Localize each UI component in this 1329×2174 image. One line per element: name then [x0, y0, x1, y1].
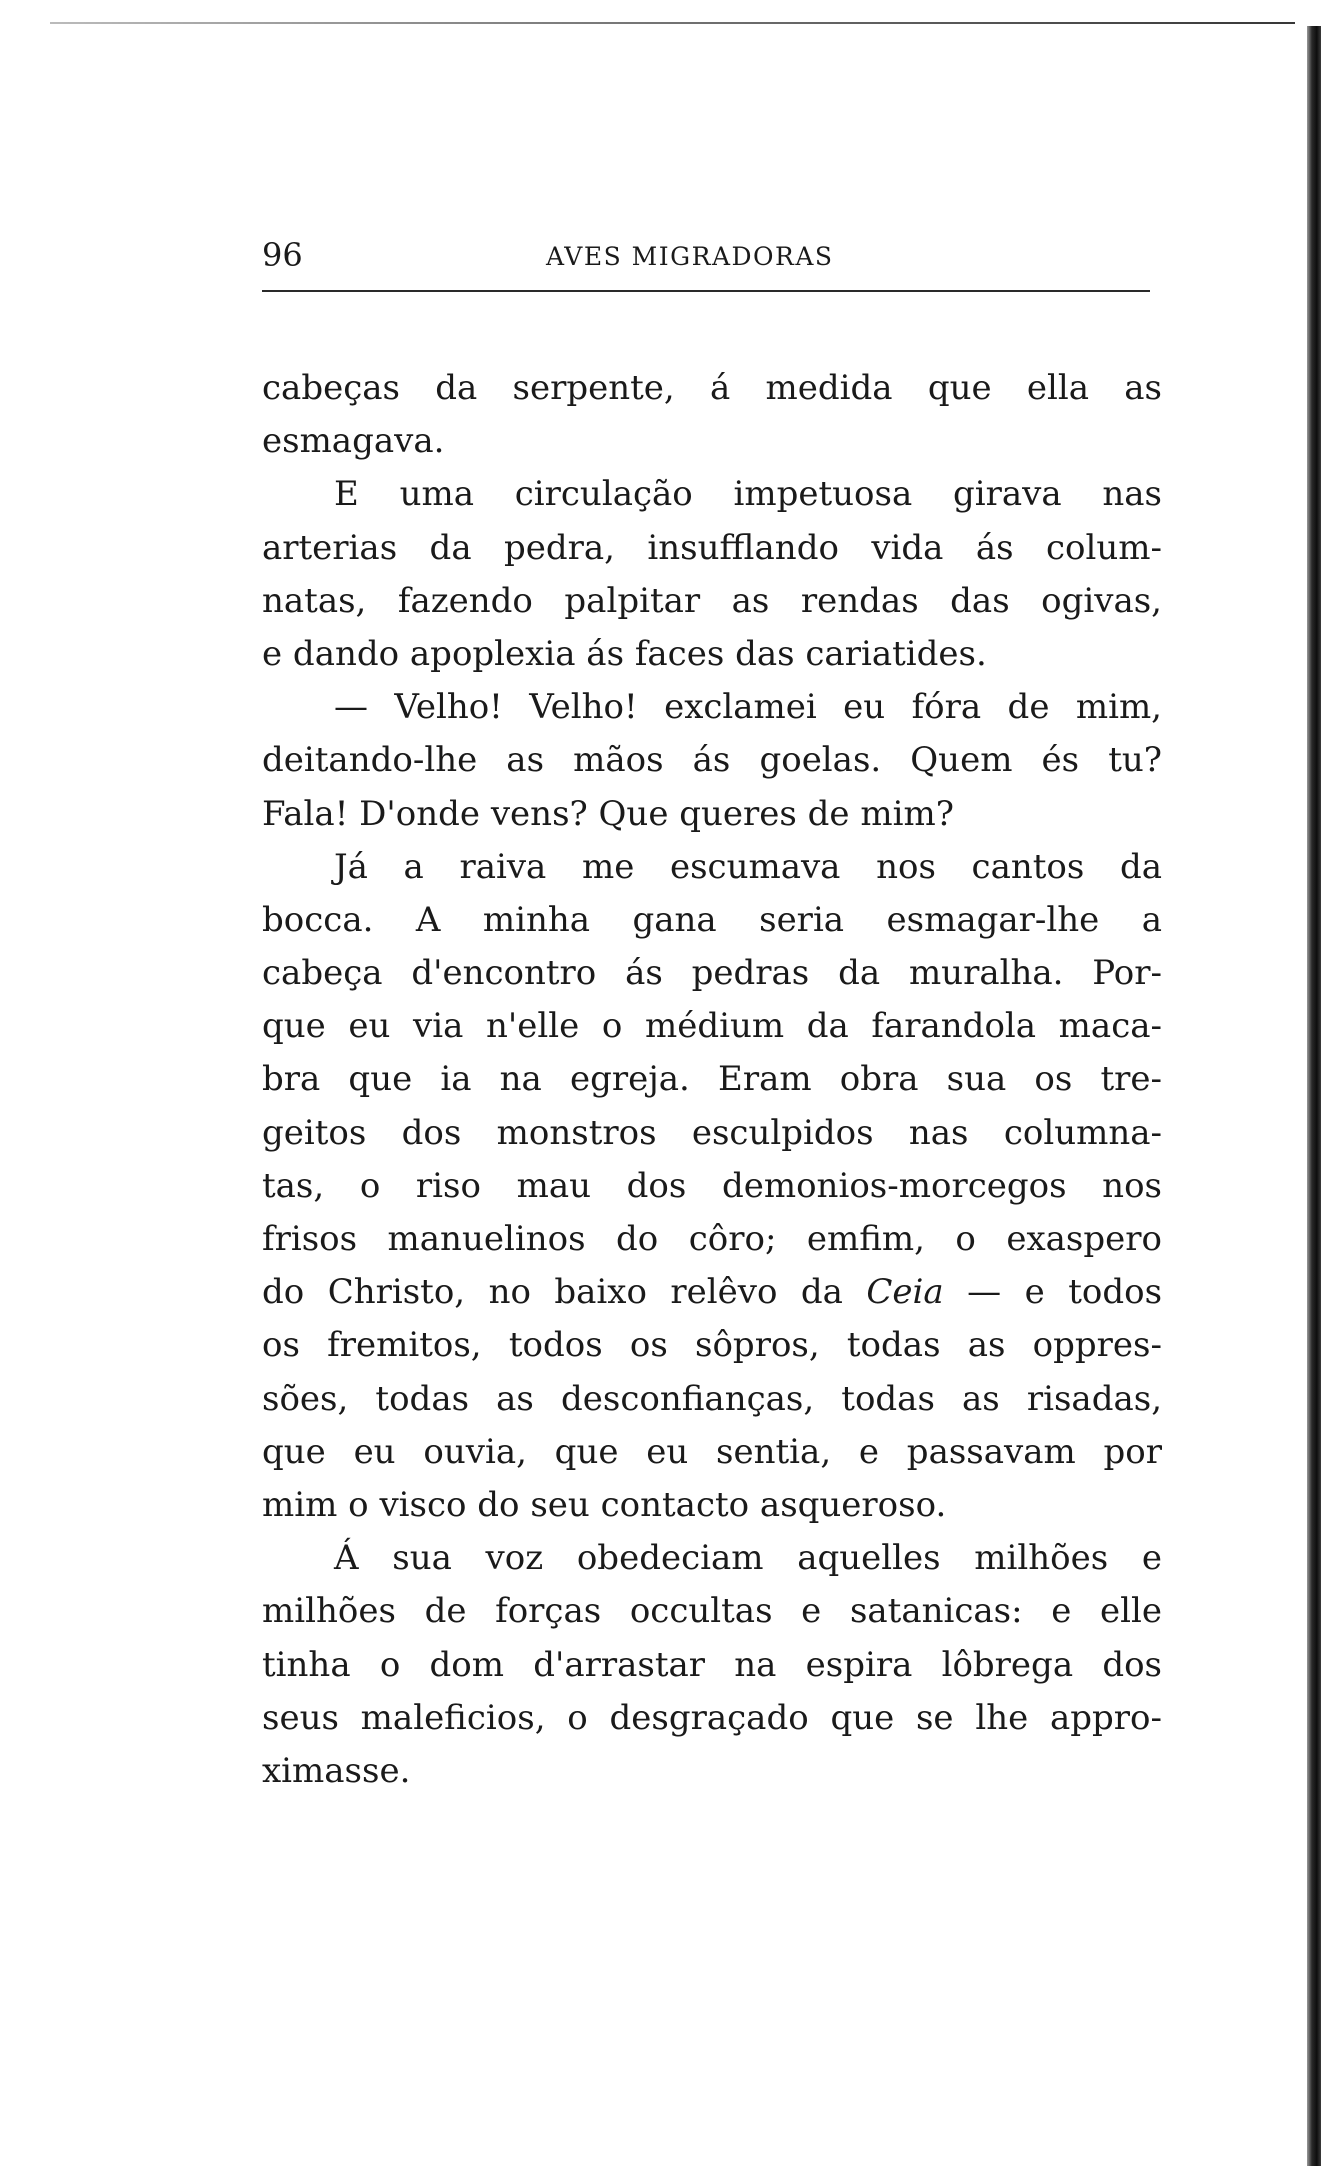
running-title: AVES MIGRADORAS	[546, 242, 834, 271]
text-fragment: do Christo, no baixo relêvo da	[262, 1272, 843, 1313]
running-head	[262, 235, 1162, 285]
page-number: 96	[262, 236, 303, 274]
page-binding-shadow	[1307, 26, 1321, 2166]
text-line: — Velho! Velho! exclamei eu fóra de mim,	[334, 687, 1162, 728]
text-line: arterias da pedra, insufflando vida ás colum-	[262, 527, 1162, 568]
text-line: Á sua voz obedeciam aquelles milhões e	[334, 1538, 1162, 1579]
text-line: sões, todas as desconfianças, todas as risadas,	[262, 1378, 1162, 1419]
text-line: E uma circulação impetuosa girava nas	[334, 474, 1162, 515]
text-line: Já a raiva me escumava nos cantos da	[334, 846, 1162, 887]
text-line: frisos manuelinos do côro; emfim, o exaspero	[262, 1219, 1162, 1259]
text-line: os fremitos, todos os sôpros, todas as oppres-	[262, 1325, 1162, 1366]
text-line: milhões de forças occultas e satanicas: e elle	[262, 1591, 1162, 1632]
text-line: seus maleficios, o desgraçado que se lhe appro-	[262, 1697, 1162, 1738]
page-top-edge	[50, 22, 1295, 24]
text-line: natas, fazendo palpitar as rendas das ogivas,	[262, 580, 1162, 621]
text-line: tinha o dom d'arrastar na espira lôbrega dos	[262, 1644, 1162, 1685]
text-line: tas, o riso mau dos demonios-morcegos nos	[262, 1165, 1162, 1206]
header-rule	[262, 290, 1150, 292]
text-line: bocca. A minha gana seria esmagar-lhe a	[262, 899, 1162, 940]
text-line: que eu ouvia, que eu sentia, e passavam por	[262, 1431, 1162, 1472]
text-line: ximasse.	[262, 1750, 411, 1791]
text-line: cabeças da serpente, á medida que ella as	[262, 368, 1162, 408]
text-line-mixed	[262, 1266, 1162, 1319]
text-line: que eu via n'elle o médium da farandola maca-	[262, 1006, 1162, 1047]
text-line: esmagava.	[262, 421, 445, 462]
text-line: bra que ia na egreja. Eram obra sua os tre-	[262, 1059, 1162, 1100]
italic-word: Ceia	[866, 1272, 944, 1313]
text-line: cabeça d'encontro ás pedras da muralha. Por-	[262, 953, 1162, 994]
text-line: mim o visco do seu contacto asqueroso.	[262, 1484, 947, 1525]
body-text	[262, 362, 1162, 1798]
text-line: e dando apoplexia ás faces das cariatides.	[262, 633, 987, 674]
text-fragment: — e todos	[967, 1272, 1162, 1313]
text-line: deitando-lhe as mãos ás goelas. Quem és tu?	[262, 740, 1162, 781]
text-line: geitos dos monstros esculpidos nas columna-	[262, 1112, 1162, 1153]
text-line: Fala! D'onde vens? Que queres de mim?	[262, 793, 954, 834]
